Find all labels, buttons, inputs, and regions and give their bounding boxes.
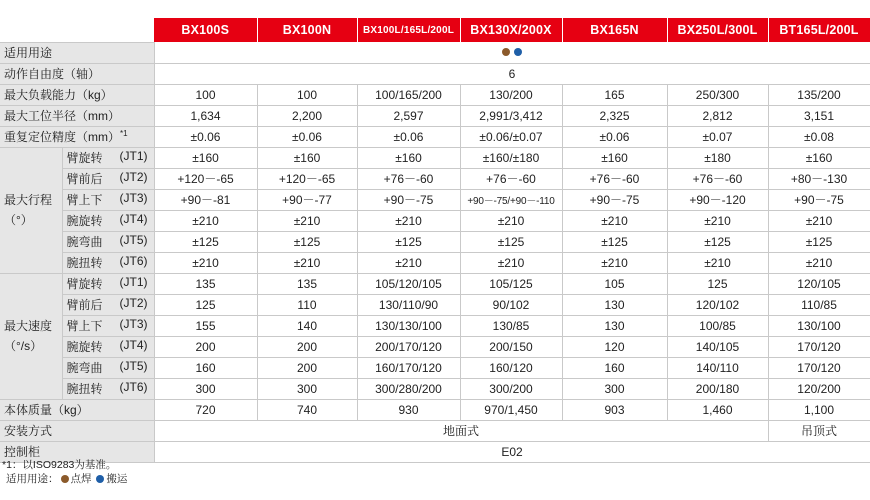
value-cell: 160 [562,357,667,378]
joint-label [62,336,154,357]
value-cell: ±210 [460,210,562,231]
value-cell: 130/130/100 [357,315,460,336]
model-header: BX100L/165L/200L [357,18,460,42]
value-cell: ±160 [257,147,357,168]
joint-label [62,168,154,189]
spot-welding-dot-icon [502,48,510,56]
value-cell: 3,151 [768,105,870,126]
value-cell: 110 [257,294,357,315]
value-cell: +90－-75/+90－-110 [460,189,562,210]
value-cell: +76－-60 [357,168,460,189]
model-header: BX130X/200X [460,18,562,42]
row-label: 安装方式 [0,420,154,441]
value-cell: ±210 [257,252,357,273]
value-cell: 970/1,450 [460,399,562,420]
value-cell: 160 [154,357,257,378]
value-cell: ±210 [667,252,768,273]
value-cell: +120－-65 [154,168,257,189]
value-cell: 2,200 [257,105,357,126]
row-label: 适用用途 [0,42,154,63]
value-cell: 250/300 [667,84,768,105]
joint-code: (JT3) [119,191,148,205]
joint-name: 腕弯曲 [66,361,103,375]
row-label [0,126,154,147]
footnote-application [2,472,127,486]
model-header: BT165L/200L [768,18,870,42]
value-cell: ±210 [667,210,768,231]
value-cell: ±210 [768,252,870,273]
motion-range-row [0,210,870,231]
value-cell: 100/85 [667,315,768,336]
joint-label [62,357,154,378]
value-cell: 90/102 [460,294,562,315]
value-cell: ±0.07 [667,126,768,147]
motion-range-row [0,252,870,273]
model-header: BX100S [154,18,257,42]
value-cell: ±210 [357,210,460,231]
application-prefix: 适用用途： [6,473,59,485]
value-cell: 740 [257,399,357,420]
max-speed-row [0,315,870,336]
value-cell: ±210 [357,252,460,273]
value-cell: +120－-65 [257,168,357,189]
row-label: 最大工位半径（mm） [0,105,154,126]
value-cell: 125 [154,294,257,315]
value-cell: ±160/±180 [460,147,562,168]
value-cell: ±125 [154,231,257,252]
value-cell: 135/200 [768,84,870,105]
model-header: BX165N [562,18,667,42]
value-cell: ±125 [357,231,460,252]
value-cell: ±0.06 [562,126,667,147]
value-cell: ±160 [562,147,667,168]
header-corner [0,18,154,42]
value-cell: 300/200 [460,378,562,399]
value-cell: 120/200 [768,378,870,399]
value-cell: 100 [154,84,257,105]
value-cell: 160/120 [460,357,562,378]
value-cell: 130/100 [768,315,870,336]
joint-name: 腕旋转 [66,340,103,354]
value-cell: 200 [257,357,357,378]
value-cell: 130 [562,294,667,315]
value-cell: 100 [257,84,357,105]
value-cell: 200/180 [667,378,768,399]
value-cell: 200/150 [460,336,562,357]
controller-row [0,441,870,462]
joint-label [62,147,154,168]
value-cell: 160/170/120 [357,357,460,378]
application-row [0,42,870,63]
note-mark: *1 [120,129,128,138]
value-cell: ±210 [154,210,257,231]
max-speed-row [0,273,870,294]
value-cell: 120 [562,336,667,357]
spot-welding-label: 点焊 [70,473,92,485]
value-cell: 140/105 [667,336,768,357]
joint-name: 腕扭转 [66,382,103,396]
value-cell: 300 [154,378,257,399]
value-cell: 930 [357,399,460,420]
value-cell: ±0.06 [257,126,357,147]
value-cell: 300 [562,378,667,399]
value-cell: 165 [562,84,667,105]
repeatability-row [0,126,870,147]
row-label: 本体质量（kg） [0,399,154,420]
value-cell: 1,100 [768,399,870,420]
value-cell: 200 [154,336,257,357]
row-label: 动作自由度（轴） [0,63,154,84]
max-speed-row [0,357,870,378]
mounting-floor: 地面式 [154,420,768,441]
joint-name: 臂旋转 [66,277,103,291]
payload-row [0,84,870,105]
value-cell: ±210 [257,210,357,231]
max-speed-row [0,378,870,399]
value-cell: +90－-75 [562,189,667,210]
value-cell: +80－-130 [768,168,870,189]
group-title: 最大速度 [4,319,53,333]
value-cell: ±160 [154,147,257,168]
value-cell: 903 [562,399,667,420]
value-cell: ±210 [154,252,257,273]
motion-range-row [0,231,870,252]
value-cell: +90－-75 [357,189,460,210]
value-cell: ±0.08 [768,126,870,147]
value-cell: 140/110 [667,357,768,378]
value-cell: 300 [257,378,357,399]
joint-label [62,210,154,231]
value-cell: 105 [562,273,667,294]
value-cell: ±0.06 [154,126,257,147]
motion_range-group-label [0,147,62,273]
value-cell: 720 [154,399,257,420]
value-cell: 2,325 [562,105,667,126]
joint-label [62,231,154,252]
value-cell: ±125 [562,231,667,252]
value-cell: ±210 [562,210,667,231]
joint-code: (JT5) [119,359,148,373]
joint-code: (JT6) [119,254,148,268]
reach-row [0,105,870,126]
joint-code: (JT1) [119,149,148,163]
handling-dot-icon [96,475,104,483]
mounting-ceiling: 吊顶式 [768,420,870,441]
value-cell: 125 [667,273,768,294]
value-cell: 1,460 [667,399,768,420]
motion-range-row [0,189,870,210]
max_speed-group-label [0,273,62,399]
footnote-1: *1：以ISO9283为基准。 [2,459,117,471]
joint-label [62,315,154,336]
value-cell: +76－-60 [667,168,768,189]
value-cell: 1,634 [154,105,257,126]
value-cell: ±180 [667,147,768,168]
max-speed-row [0,336,870,357]
joint-code: (JT3) [119,317,148,331]
application-dots [154,42,870,63]
value-cell: +90－-75 [768,189,870,210]
handling-label: 搬运 [106,473,128,485]
joint-code: (JT4) [119,338,148,352]
max-speed-row [0,294,870,315]
joint-code: (JT2) [119,170,148,184]
spot-welding-dot-icon [61,475,69,483]
value-cell: 140 [257,315,357,336]
value-cell: 105/125 [460,273,562,294]
joint-name: 臂上下 [66,193,103,207]
joint-label [62,294,154,315]
value-cell: ±160 [357,147,460,168]
value-cell: ±125 [768,231,870,252]
model-header: BX100N [257,18,357,42]
joint-label [62,378,154,399]
value-cell: ±210 [562,252,667,273]
value-cell: ±125 [460,231,562,252]
value-cell: 130 [562,315,667,336]
value-cell: ±0.06/±0.07 [460,126,562,147]
value-cell: +76－-60 [562,168,667,189]
value-cell: 135 [154,273,257,294]
handling-dot-icon [514,48,522,56]
model-header-row [0,18,870,42]
value-cell: ±125 [667,231,768,252]
motion-range-row [0,168,870,189]
value-cell: 2,812 [667,105,768,126]
value-cell: 2,991/3,412 [460,105,562,126]
spec-table [0,18,870,463]
joint-code: (JT5) [119,233,148,247]
footnotes [2,458,127,486]
value-cell: 130/110/90 [357,294,460,315]
value-cell: 170/120 [768,336,870,357]
joint-name: 臂旋转 [66,151,103,165]
value-cell: 130/85 [460,315,562,336]
joint-label [62,273,154,294]
value-cell: 155 [154,315,257,336]
joint-name: 臂前后 [66,172,103,186]
motion-range-row [0,147,870,168]
value-cell: 2,597 [357,105,460,126]
value-cell: ±125 [257,231,357,252]
joint-name: 腕旋转 [66,214,103,228]
value-cell: 200 [257,336,357,357]
value-cell: 105/120/105 [357,273,460,294]
mass-row [0,399,870,420]
row-label: 最大负载能力（kg） [0,84,154,105]
joint-label [62,252,154,273]
value-cell: 130/200 [460,84,562,105]
group-title: 最大行程 [4,193,53,207]
joint-code: (JT4) [119,212,148,226]
value-cell: 135 [257,273,357,294]
row-label: 控制柜 [0,441,154,462]
value-cell: +90－-120 [667,189,768,210]
value-cell: 120/105 [768,273,870,294]
group-unit: （°） [4,213,33,227]
joint-label [62,189,154,210]
dof-row [0,63,870,84]
mounting-row [0,420,870,441]
joint-name: 腕扭转 [66,256,103,270]
joint-name: 臂前后 [66,298,103,312]
joint-code: (JT1) [119,275,148,289]
joint-name: 臂上下 [66,319,103,333]
repeatability-label: 重复定位精度（mm） [4,130,120,144]
controller-value: E02 [154,441,870,462]
value-cell: 110/85 [768,294,870,315]
value-cell: ±0.06 [357,126,460,147]
value-cell: +90－-77 [257,189,357,210]
value-cell: 200/170/120 [357,336,460,357]
joint-code: (JT6) [119,380,148,394]
value-cell: +90－-81 [154,189,257,210]
group-unit: （°/s） [4,339,43,353]
model-header: BX250L/300L [667,18,768,42]
value-cell: 120/102 [667,294,768,315]
value-cell: 100/165/200 [357,84,460,105]
value-cell: ±160 [768,147,870,168]
value-cell: ±210 [768,210,870,231]
value-cell: 300/280/200 [357,378,460,399]
value-cell: 170/120 [768,357,870,378]
value-cell: +76－-60 [460,168,562,189]
joint-code: (JT2) [119,296,148,310]
value-cell: ±210 [460,252,562,273]
dof-value: 6 [154,63,870,84]
joint-name: 腕弯曲 [66,235,103,249]
